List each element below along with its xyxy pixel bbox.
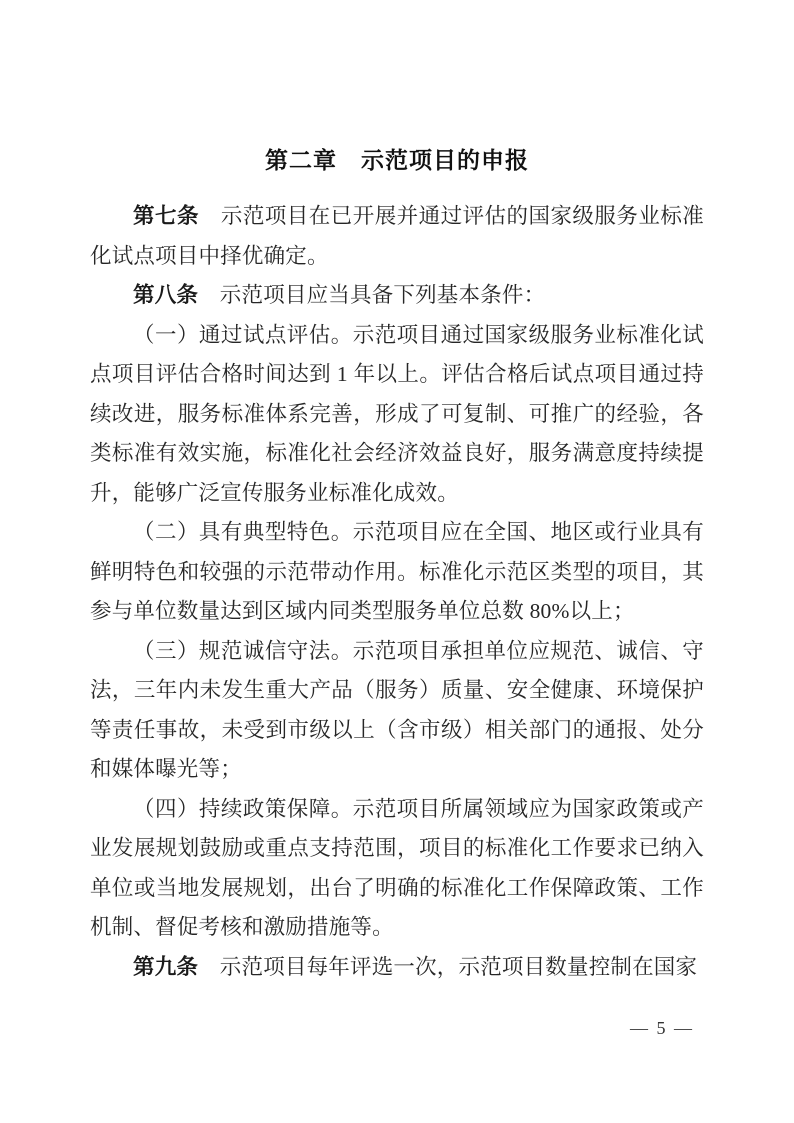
- page-number: — 5 —: [630, 1018, 694, 1038]
- paragraph: 第八条 示范项目应当具备下列基本条件：: [133, 283, 546, 307]
- paragraph: （三）规范诚信守法。示范项目承担单位应规范、诚信、守法，三年内未发生重大产品（服务）质量、安全健康、环境保护等责任事故，未受到市级以上（含市级）相关部门的通报、处分和媒体曝光等；: [90, 638, 704, 781]
- paragraph: （一）通过试点评估。示范项目通过国家级服务业标准化试点项目评估合格时间达到 1 年以上。评估合格后试点项目通过持续改进，服务标准体系完善，形成了可复制、可推广的经验，各类标准有效实施，标准化社会经济效益良好，服务满意度持续提升，能够广泛宣传服务业标准化成效。: [90, 322, 704, 505]
- paragraph: 第九条 示范项目每年评选一次，示范项目数量控制在国家: [133, 954, 698, 979]
- article-label: 第九条: [133, 954, 199, 979]
- paragraph: （四）持续政策保障。示范项目所属领域应为国家政策或产业发展规划鼓励或重点支持范围，项目的标准化工作要求已纳入单位或当地发展规划，出台了明确的标准化工作保障政策、工作机制、督促考核和激励措施等。: [90, 796, 704, 939]
- document-body: [90, 197, 704, 987]
- paragraph: 第七条 示范项目在已开展并通过评估的国家级服务业标准化试点项目中择优确定。: [90, 204, 704, 268]
- article-label: 第七条: [133, 204, 199, 228]
- paragraph: （二）具有典型特色。示范项目应在全国、地区或行业具有鲜明特色和较强的示范带动作用。标准化示范区类型的项目，其参与单位数量达到区域内同类型服务单位总数 80%以上；: [90, 520, 704, 623]
- chapter-title: 第二章 示范项目的申报: [265, 147, 529, 173]
- article-label: 第八条: [133, 283, 199, 307]
